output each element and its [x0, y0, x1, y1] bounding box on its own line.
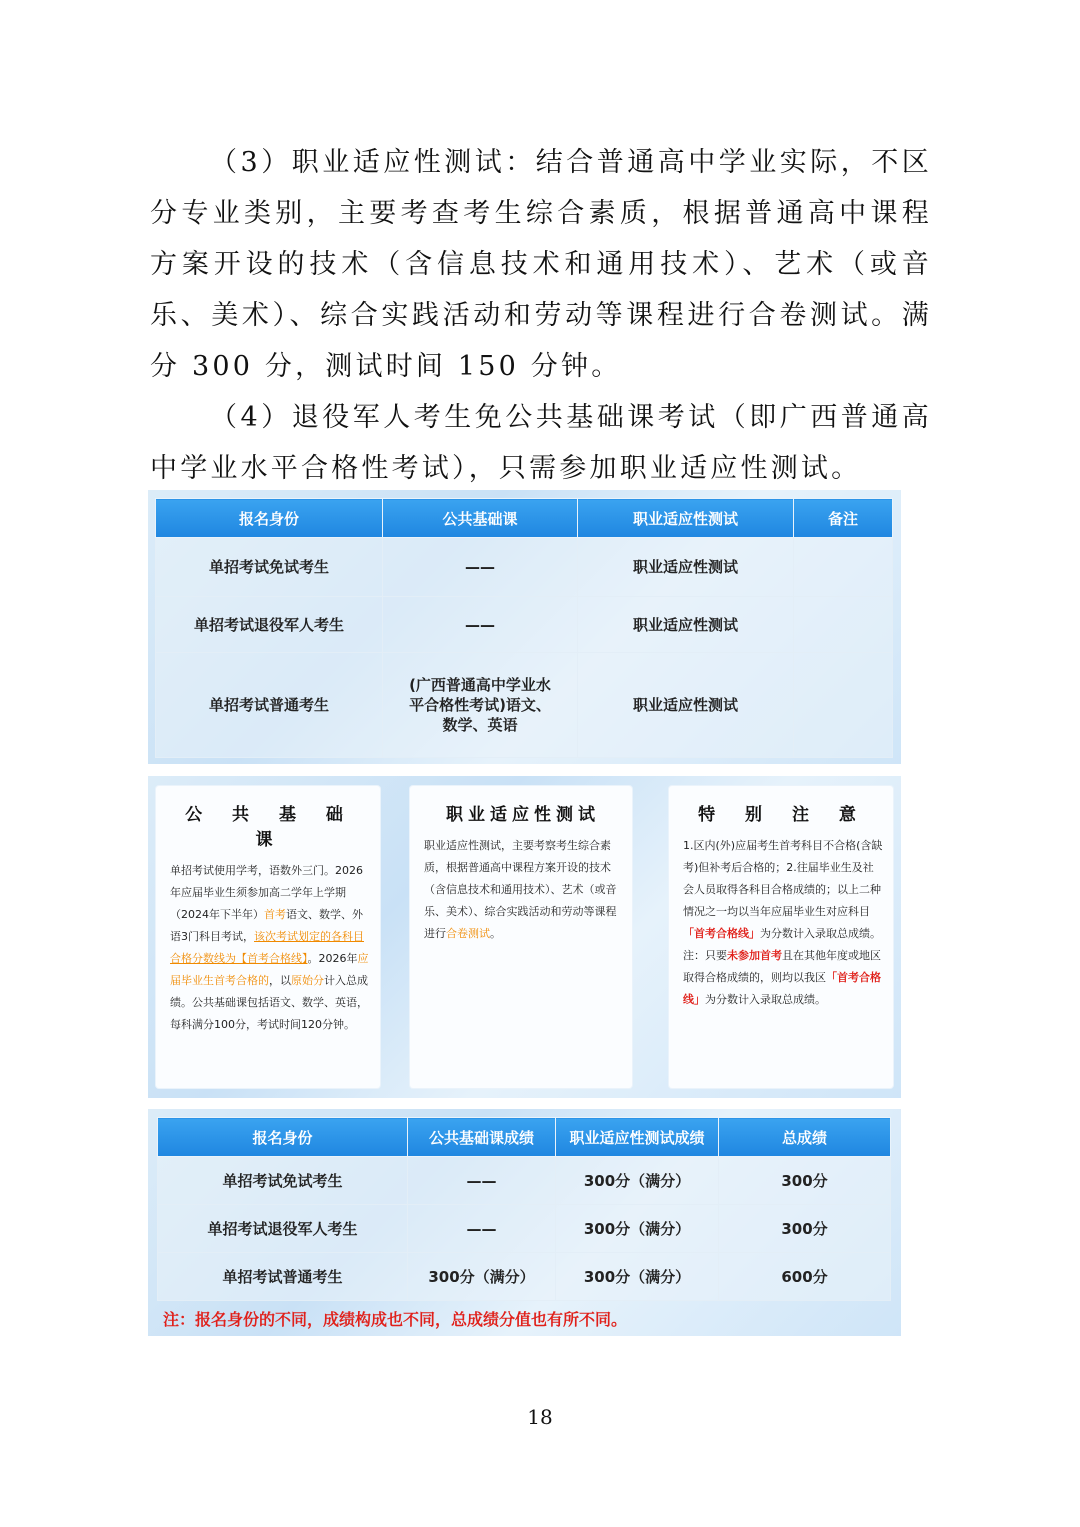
table-row	[156, 597, 893, 653]
cell: 单招考试退役军人考生	[158, 1205, 408, 1253]
header-remarks: 备注	[794, 499, 893, 538]
cell: ——	[408, 1205, 556, 1253]
paragraph-vocational-test: （3）职业适应性测试：结合普通高中学业实际，不区分专业类别，主要考查考生综合素质，根据普通高中课程方案开设的技术（含信息技术和通用技术）、艺术（或音乐、美术）、综合实践活动和劳动等课程进行合卷测试。满分 300 分，测试时间 150 分钟。	[150, 147, 932, 382]
table-header-row	[156, 499, 893, 538]
cell	[794, 653, 893, 758]
header-public-score: 公共基础课成绩	[408, 1118, 556, 1157]
cell: ——	[383, 597, 578, 653]
table-row	[156, 653, 893, 758]
cell: 职业适应性测试	[578, 597, 794, 653]
header-identity: 报名身份	[158, 1118, 408, 1157]
header-identity: 报名身份	[156, 499, 383, 538]
cell: 300分	[719, 1157, 891, 1205]
cell: 300分（满分）	[556, 1205, 719, 1253]
card-body: 职业适应性测试，主要考察考生综合素质，根据普通高中课程方案开设的技术（含信息技术和通用技术）、艺术（或音乐、美术）、综合实践活动和劳动等课程进行合卷测试。	[424, 839, 617, 940]
header-vocational-score: 职业适应性测试成绩	[556, 1118, 719, 1157]
card-vocational-test	[410, 786, 632, 1088]
header-vocational-test: 职业适应性测试	[578, 499, 794, 538]
table-row	[158, 1205, 891, 1253]
card-body: 1.区内(外)应届考生首考科目不合格(含缺考)但补考后合格的；2.往届毕业生及社会人员取得各科目合格成绩的；以上二种情况之一均以当年应届毕业生对应科目「首考合格线」为分数计入录取总成绩。注：只要未参加首考且在其他年度或地区取得合格成绩的，则均以我区「首考合格线」为分数计入录取总成绩。	[683, 839, 883, 1006]
cell: (广西普通高中学业水平合格性考试)语文、数学、英语	[383, 653, 578, 758]
cell	[794, 597, 893, 653]
page-number: 18	[527, 1405, 553, 1429]
cell: 300分	[719, 1205, 891, 1253]
card-body: 单招考试使用学考，语数外三门。2026年应届毕业生须参加高二学年上学期（2024年下半年）首考语文、数学、外语3门科目考试，该次考试划定的各科目合格分数线为【首考合格线】。2026年应届毕业生首考合格的，以原始分计入总成绩。公共基础课包括语文、数学、英语，每科满分100分，考试时间120分钟。	[170, 864, 369, 1031]
card-title: 职业适应性测试	[446, 805, 600, 825]
cell: 300分（满分）	[556, 1253, 719, 1301]
cell: ——	[383, 538, 578, 597]
card-title: 特 别 注 意	[698, 805, 868, 825]
card-title: 公 共 基 础 课	[185, 805, 355, 850]
subject-table-image	[148, 490, 901, 764]
table-row	[156, 538, 893, 597]
cell: ——	[408, 1157, 556, 1205]
cell: 职业适应性测试	[578, 538, 794, 597]
cell: 600分	[719, 1253, 891, 1301]
score-note: 注：报名身份的不同，成绩构成也不同，总成绩分值也有所不同。	[163, 1310, 628, 1329]
cell: 单招考试免试考生	[158, 1157, 408, 1205]
header-total-score: 总成绩	[719, 1118, 891, 1157]
cell: 300分（满分）	[408, 1253, 556, 1301]
cell: 单招考试退役军人考生	[156, 597, 383, 653]
table-row	[158, 1253, 891, 1301]
cell: 300分（满分）	[556, 1157, 719, 1205]
header-public-course: 公共基础课	[383, 499, 578, 538]
cell: 单招考试普通考生	[156, 653, 383, 758]
score-table	[157, 1117, 891, 1301]
card-special-notice	[669, 786, 893, 1088]
score-table-image	[148, 1109, 901, 1336]
card-public-course	[156, 786, 380, 1088]
cell	[794, 538, 893, 597]
cell: 单招考试免试考生	[156, 538, 383, 597]
subject-table	[155, 498, 893, 758]
table-row	[158, 1157, 891, 1205]
paragraph-veteran-exemption: （4）退役军人考生免公共基础课考试（即广西普通高中学业水平合格性考试），只需参加职业适应性测试。	[150, 402, 932, 484]
cell: 职业适应性测试	[578, 653, 794, 758]
table-header-row	[158, 1118, 891, 1157]
info-cards-image	[148, 776, 901, 1098]
cell: 单招考试普通考生	[158, 1253, 408, 1301]
